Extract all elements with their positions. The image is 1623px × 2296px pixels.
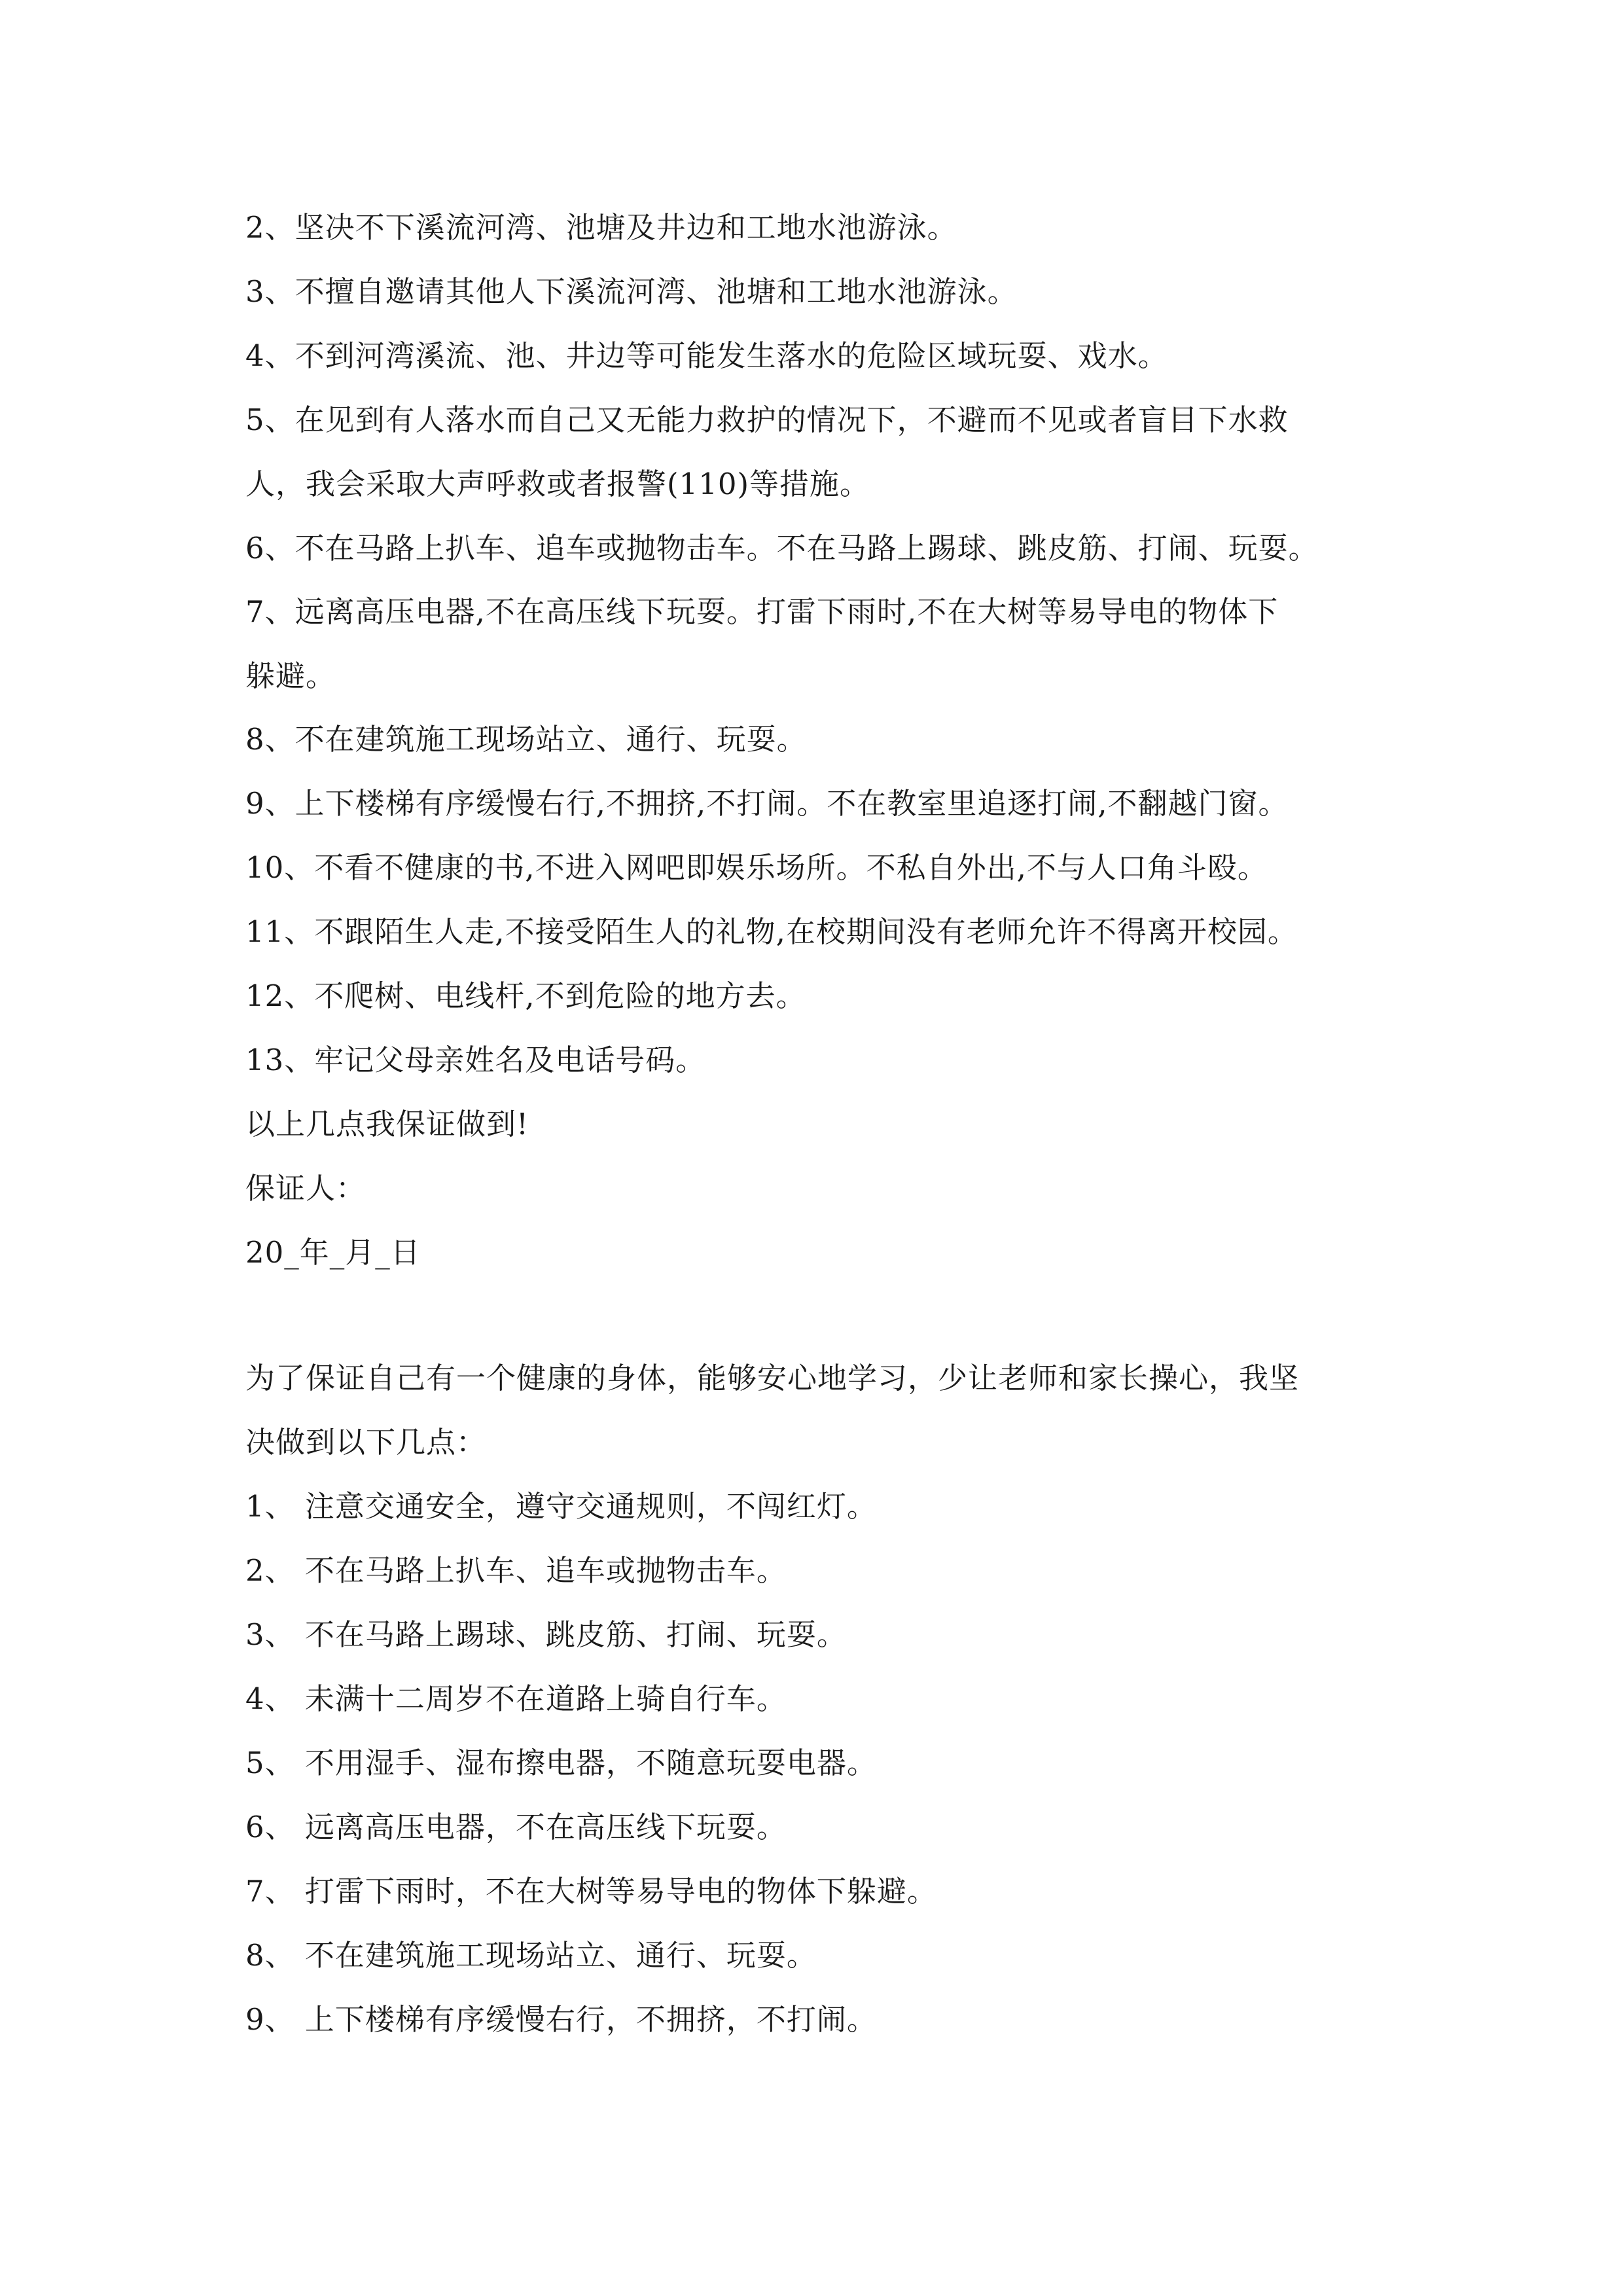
rule-item-7-continued: 躲避。 bbox=[245, 658, 336, 693]
rule-item-5-continued: 人，我会采取大声呼救或者报警(110)等措施。 bbox=[245, 467, 870, 501]
guarantor-label: 保证人： bbox=[245, 1171, 366, 1206]
pledge-item-9: 9、 上下楼梯有序缓慢右行，不拥挤，不打闹。 bbox=[245, 2002, 877, 2037]
pledge-item-4: 4、 未满十二周岁不在道路上骑自行车。 bbox=[245, 1681, 787, 1716]
intro-paragraph-line-1: 为了保证自己有一个健康的身体，能够安心地学习，少让老师和家长操心，我坚 bbox=[245, 1361, 1300, 1395]
pledge-item-8: 8、 不在建筑施工现场站立、通行、玩耍。 bbox=[245, 1938, 817, 1973]
rule-item-7: 7、远离高压电器,不在高压线下玩耍。打雷下雨时,不在大树等易导电的物体下 bbox=[245, 594, 1279, 629]
rule-item-2: 2、坚决不下溪流河湾、池塘及井边和工地水池游泳。 bbox=[245, 210, 957, 245]
rule-item-3: 3、不擅自邀请其他人下溪流河湾、池塘和工地水池游泳。 bbox=[245, 274, 1018, 309]
pledge-item-5: 5、 不用湿手、湿布擦电器，不随意玩耍电器。 bbox=[245, 1746, 877, 1780]
date-line: 20_年_月_日 bbox=[245, 1235, 421, 1270]
pledge-item-2: 2、 不在马路上扒车、追车或抛物击车。 bbox=[245, 1553, 787, 1588]
rule-item-8: 8、不在建筑施工现场站立、通行、玩耍。 bbox=[245, 722, 807, 757]
pledge-item-3: 3、 不在马路上踢球、跳皮筋、打闹、玩耍。 bbox=[245, 1617, 847, 1652]
pledge-item-1: 1、 注意交通安全，遵守交通规则，不闯红灯。 bbox=[245, 1489, 877, 1524]
closing-statement: 以上几点我保证做到! bbox=[245, 1107, 529, 1141]
pledge-item-7: 7、 打雷下雨时，不在大树等易导电的物体下躲避。 bbox=[245, 1874, 937, 1909]
rule-item-11: 11、不跟陌生人走,不接受陌生人的礼物,在校期间没有老师允许不得离开校园。 bbox=[245, 914, 1298, 949]
rule-item-10: 10、不看不健康的书,不进入网吧即娱乐场所。不私自外出,不与人口角斗殴。 bbox=[245, 850, 1268, 885]
rule-item-13: 13、牢记父母亲姓名及电话号码。 bbox=[245, 1043, 706, 1077]
rule-item-12: 12、不爬树、电线杆,不到危险的地方去。 bbox=[245, 978, 806, 1013]
rule-item-9: 9、上下楼梯有序缓慢右行,不拥挤,不打闹。不在教室里追逐打闹,不翻越门窗。 bbox=[245, 786, 1289, 821]
rule-item-6: 6、不在马路上扒车、追车或抛物击车。不在马路上踢球、跳皮筋、打闹、玩耍。 bbox=[245, 531, 1319, 565]
rule-item-5: 5、在见到有人落水而自己又无能力救护的情况下，不避而不见或者盲目下水救 bbox=[245, 403, 1289, 437]
pledge-item-6: 6、 远离高压电器，不在高压线下玩耍。 bbox=[245, 1810, 787, 1844]
rule-item-4: 4、不到河湾溪流、池、井边等可能发生落水的危险区域玩耍、戏水。 bbox=[245, 338, 1168, 373]
intro-paragraph-line-2: 决做到以下几点： bbox=[245, 1425, 487, 1460]
